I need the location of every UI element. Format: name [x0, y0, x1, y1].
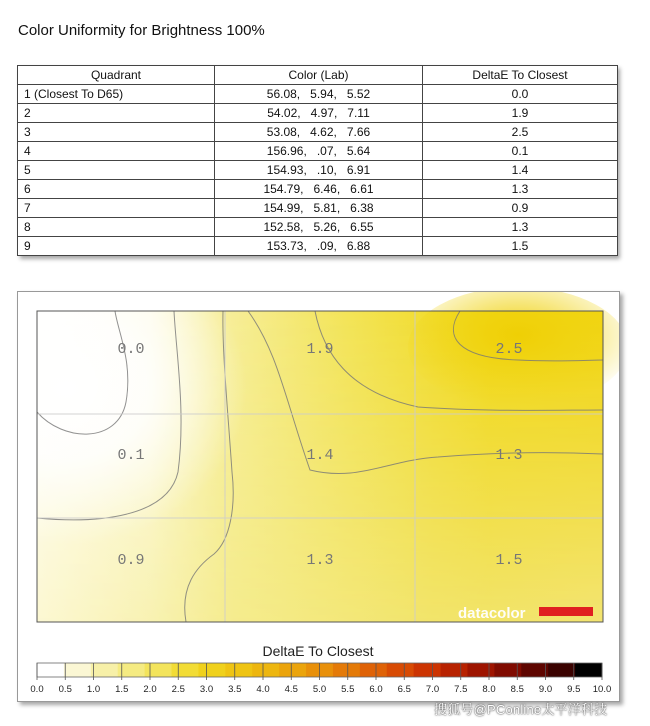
- colorbar-tick-label: 4.0: [256, 684, 270, 695]
- colorbar-swatch: [225, 663, 252, 677]
- colorbar: [30, 643, 611, 695]
- table-row: [18, 218, 618, 237]
- cell-value-label: 1.3: [306, 552, 334, 569]
- colorbar-tick-label: 9.5: [567, 684, 581, 695]
- colorbar-title: DeltaE To Closest: [262, 643, 374, 659]
- header-deltae: DeltaE To Closest: [423, 66, 618, 85]
- cell-value-label: 0.0: [117, 341, 145, 358]
- lab-cell: 152.58, 5.26, 6.55: [215, 218, 423, 237]
- colorbar-swatch: [441, 663, 468, 677]
- deltae-cell: 1.5: [423, 237, 618, 256]
- cell-value-label: 0.9: [117, 552, 145, 569]
- lab-cell: 156.96, .07, 5.64: [215, 142, 423, 161]
- colorbar-tick-label: 5.0: [312, 684, 327, 695]
- table-header-row: [18, 66, 618, 85]
- quadrant-cell: 8: [18, 218, 215, 237]
- datacolor-logo: datacolor: [458, 605, 526, 622]
- colorbar-tick-label: 0.5: [58, 684, 72, 695]
- colorbar-tick-label: 10.0: [592, 684, 612, 695]
- colorbar-swatch: [494, 663, 521, 677]
- deltae-cell: 0.9: [423, 199, 618, 218]
- colorbar-swatch: [467, 663, 494, 677]
- table-row: [18, 199, 618, 218]
- table-row: [18, 237, 618, 256]
- colorbar-tick-label: 8.0: [482, 684, 496, 695]
- colorbar-swatch: [575, 663, 602, 677]
- colorbar-swatch: [198, 663, 225, 677]
- deltae-cell: 1.3: [423, 218, 618, 237]
- page-title: Color Uniformity for Brightness 100%: [18, 22, 265, 39]
- lab-cell: 56.08, 5.94, 5.52: [215, 85, 423, 104]
- colorbar-tick-label: 6.0: [369, 684, 383, 695]
- colorbar-swatch: [91, 663, 118, 677]
- colorbar-swatch: [414, 663, 441, 677]
- colorbar-swatch: [360, 663, 387, 677]
- deltae-cell: 1.4: [423, 161, 618, 180]
- quadrant-cell: 4: [18, 142, 215, 161]
- table-row: [18, 180, 618, 199]
- datacolor-logo-bar: [539, 607, 593, 616]
- deltae-cell: 2.5: [423, 123, 618, 142]
- deltae-cell: 0.1: [423, 142, 618, 161]
- lab-cell: 53.08, 4.62, 7.66: [215, 123, 423, 142]
- table-row: [18, 104, 618, 123]
- lab-cell: 54.02, 4.97, 7.11: [215, 104, 423, 123]
- lab-cell: 154.79, 6.46, 6.61: [215, 180, 423, 199]
- colorbar-swatch: [145, 663, 172, 677]
- cell-value-label: 2.5: [495, 341, 523, 358]
- quadrant-cell: 2: [18, 104, 215, 123]
- colorbar-swatch: [64, 663, 91, 677]
- colorbar-tick-label: 0.0: [30, 684, 44, 695]
- colorbar-swatch: [252, 663, 279, 677]
- colorbar-swatch: [37, 663, 64, 677]
- cell-value-label: 1.4: [306, 447, 334, 464]
- colorbar-tick-label: 9.0: [538, 684, 553, 695]
- deltae-cell: 1.3: [423, 180, 618, 199]
- colorbar-tick-label: 2.0: [143, 684, 157, 695]
- quadrant-cell: 6: [18, 180, 215, 199]
- deltae-cell: 0.0: [423, 85, 618, 104]
- quadrant-cell: 7: [18, 199, 215, 218]
- colorbar-tick-label: 3.0: [199, 684, 214, 695]
- colorbar-swatch: [521, 663, 548, 677]
- colorbar-tick-label: 1.5: [115, 684, 129, 695]
- uniformity-heatmap-panel: [17, 291, 620, 702]
- colorbar-tick-label: 7.5: [454, 684, 468, 695]
- colorbar-tick-label: 8.5: [510, 684, 524, 695]
- lab-cell: 153.73, .09, 6.88: [215, 237, 423, 256]
- table-row: [18, 85, 618, 104]
- deltae-cell: 1.9: [423, 104, 618, 123]
- table-row: [18, 142, 618, 161]
- colorbar-swatch: [387, 663, 414, 677]
- colorbar-tick-label: 4.5: [284, 684, 298, 695]
- cell-value-label: 0.1: [117, 447, 145, 464]
- header-color-lab: Color (Lab): [215, 66, 423, 85]
- colorbar-swatch: [548, 663, 575, 677]
- quadrant-cell: 3: [18, 123, 215, 142]
- colorbar-tick-label: 1.0: [86, 684, 101, 695]
- colorbar-tick-label: 3.5: [228, 684, 242, 695]
- table-row: [18, 123, 618, 142]
- quadrant-cell: 9: [18, 237, 215, 256]
- cell-value-label: 1.9: [306, 341, 334, 358]
- uniformity-table: [17, 65, 617, 256]
- colorbar-tick-label: 5.5: [341, 684, 355, 695]
- colorbar-tick-label: 6.5: [397, 684, 411, 695]
- quadrant-cell: 1 (Closest To D65): [18, 85, 215, 104]
- quadrant-cell: 5: [18, 161, 215, 180]
- table-row: [18, 161, 618, 180]
- lab-cell: 154.99, 5.81, 6.38: [215, 199, 423, 218]
- uniformity-heatmap: [18, 292, 619, 701]
- lab-cell: 154.93, .10, 6.91: [215, 161, 423, 180]
- colorbar-swatch: [279, 663, 306, 677]
- watermark: 搜狐号@PConline太平洋科技: [434, 702, 608, 717]
- heatmap-plot-area: [37, 292, 619, 622]
- colorbar-tick-label: 7.0: [425, 684, 440, 695]
- cell-value-label: 1.3: [495, 447, 523, 464]
- colorbar-tick-label: 2.5: [171, 684, 185, 695]
- cell-value-label: 1.5: [495, 552, 523, 569]
- colorbar-swatch: [333, 663, 360, 677]
- colorbar-swatch: [172, 663, 199, 677]
- header-quadrant: Quadrant: [18, 66, 215, 85]
